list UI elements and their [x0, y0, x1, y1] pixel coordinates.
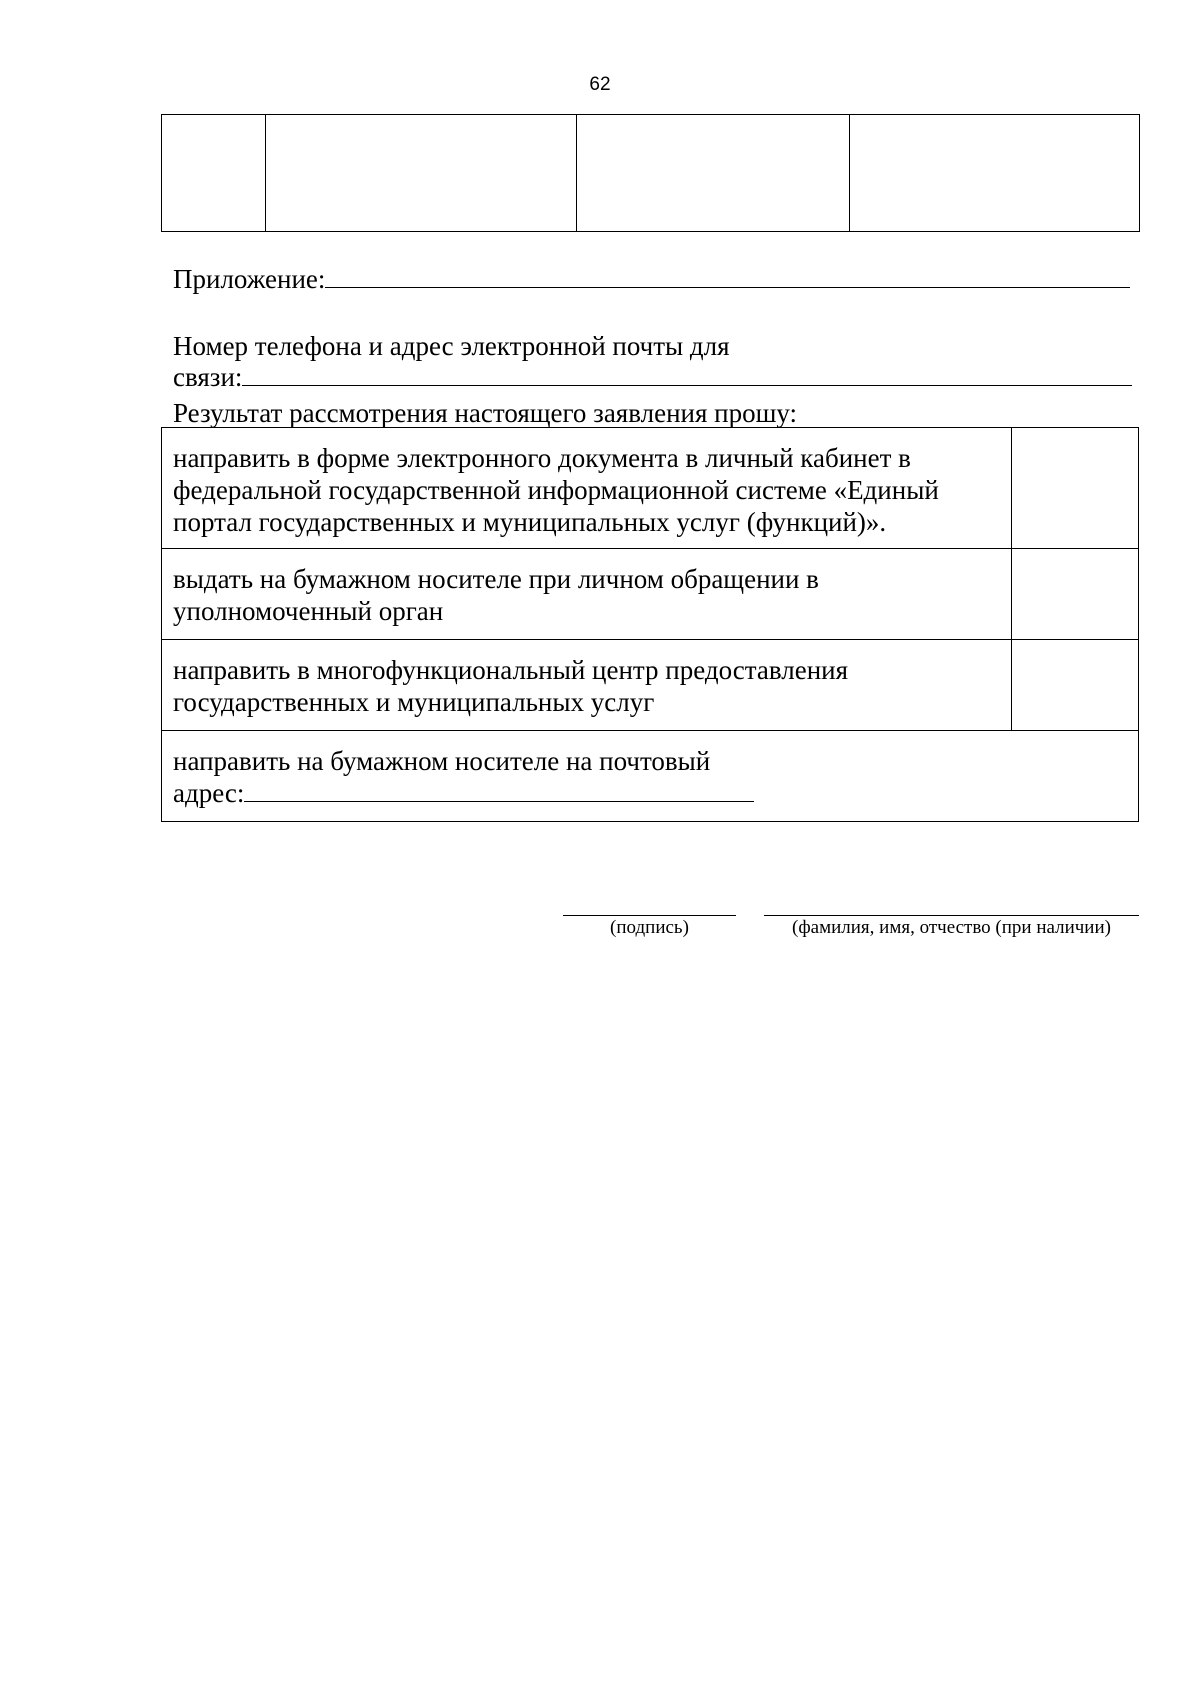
signature-caption: (подпись): [610, 917, 689, 938]
result-options-table: [161, 427, 1139, 822]
table-cell[interactable]: [162, 115, 266, 232]
option-row: [162, 640, 1139, 731]
continued-table: [161, 114, 1140, 232]
attachment-field[interactable]: [325, 265, 1130, 288]
option-checkbox[interactable]: [1012, 640, 1139, 731]
result-intro: Результат рассмотрения настоящего заявления прошу:: [173, 398, 798, 428]
postal-row: [173, 777, 1128, 809]
page-number: 62: [589, 74, 611, 95]
attachment-row: [173, 263, 1130, 296]
postal-label: адрес:: [173, 778, 245, 808]
contact-line: Номер телефона и адрес электронной почты для: [173, 331, 730, 361]
option-text: направить на бумажном носителе на почтовый: [173, 746, 711, 776]
contact-label: связи:: [173, 362, 243, 392]
table-cell[interactable]: [577, 115, 850, 232]
postal-address-field[interactable]: [244, 779, 754, 802]
contact-field[interactable]: [242, 363, 1132, 386]
contact-row: [173, 362, 1132, 393]
attachment-label: Приложение:: [173, 264, 326, 294]
table-cell[interactable]: [266, 115, 577, 232]
contact-block: [173, 331, 1132, 393]
full-name-line[interactable]: [764, 915, 1139, 916]
option-postal: [162, 731, 1139, 822]
table-cell[interactable]: [850, 115, 1140, 232]
option-checkbox[interactable]: [1012, 549, 1139, 640]
full-name-caption: (фамилия, имя, отчество (при наличии): [792, 917, 1111, 938]
option-row: [162, 549, 1139, 640]
option-checkbox[interactable]: [1012, 428, 1139, 549]
option-text: направить в многофункциональный центр предоставления государственных и муниципальных услуг: [162, 640, 1012, 731]
signature-line[interactable]: [563, 915, 736, 916]
option-text: выдать на бумажном носителе при личном обращении в уполномоченный орган: [162, 549, 1012, 640]
option-row: [162, 428, 1139, 549]
option-row: [162, 731, 1139, 822]
option-text: направить в форме электронного документа в личный кабинет в федеральной государственной информационной системе «Единый портал государственных и муниципальных услуг (функций)».: [162, 428, 1012, 549]
